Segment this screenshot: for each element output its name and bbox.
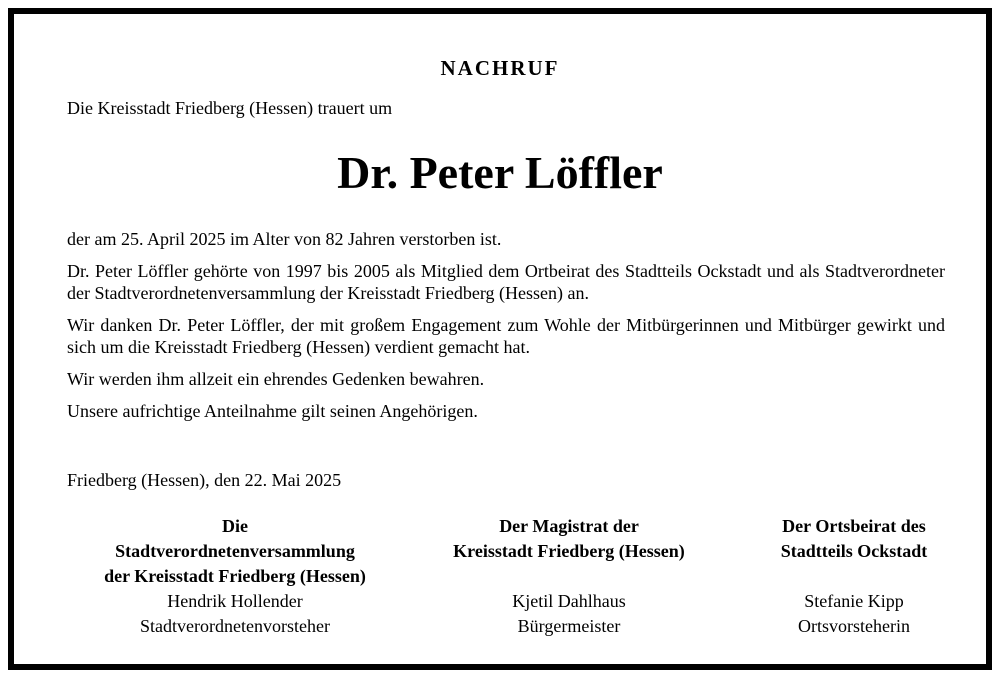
signatory-role: Bürgermeister bbox=[517, 616, 621, 636]
signatory-person: Kjetil Dahlhaus bbox=[512, 591, 626, 611]
paragraph-membership: Dr. Peter Löffler gehörte von 1997 bis 2005 als Mitglied dem Ortbeirat des Stadtteils Ockstadt und als Stadtverordneter der Stadtverordnetenversammlung der Kreisstadt Friedberg (Hessen) an. bbox=[67, 261, 945, 303]
signatory-org-line: Die bbox=[222, 516, 248, 536]
signatory-person: Hendrik Hollender bbox=[167, 591, 303, 611]
obituary-frame bbox=[8, 8, 992, 670]
signatory-person: Stefanie Kipp bbox=[804, 591, 904, 611]
signatory-council bbox=[80, 514, 390, 639]
signatory-org-line: Stadtverordnetenversammlung bbox=[115, 541, 355, 561]
signatory-org-line: der Kreisstadt Friedberg (Hessen) bbox=[104, 566, 366, 586]
signatory-org-line: Stadtteils Ockstadt bbox=[780, 541, 928, 561]
paragraph-remembrance: Wir werden ihm allzeit ein ehrendes Gedenken bewahren. bbox=[67, 369, 485, 389]
signatory-role: Ortsvorsteherin bbox=[798, 616, 910, 636]
paragraph-thanks: Wir danken Dr. Peter Löffler, der mit großem Engagement zum Wohle der Mitbürgerinnen und Mitbürger gewirkt und sich um die Kreisstadt Friedberg (Hessen) verdient gemacht hat. bbox=[67, 315, 945, 357]
signatory-district-council bbox=[749, 514, 959, 639]
paragraph-condolences: Unsere aufrichtige Anteilnahme gilt seinen Angehörigen. bbox=[67, 401, 478, 421]
obituary-body bbox=[67, 228, 945, 432]
signatory-org-line: Der Ortsbeirat des bbox=[782, 516, 926, 536]
paragraph-death-notice: der am 25. April 2025 im Alter von 82 Jahren verstorben ist. bbox=[67, 229, 502, 249]
signatory-org-line: Kreisstadt Friedberg (Hessen) bbox=[453, 541, 685, 561]
deceased-name: Dr. Peter Löffler bbox=[337, 147, 663, 198]
dateline: Friedberg (Hessen), den 22. Mai 2025 bbox=[67, 470, 342, 490]
signatory-magistrate bbox=[424, 514, 714, 639]
signatory-org-line: Der Magistrat der bbox=[499, 516, 639, 536]
signatory-role: Stadtverordnetenvorsteher bbox=[140, 616, 330, 636]
intro-line: Die Kreisstadt Friedberg (Hessen) trauert um bbox=[67, 98, 393, 118]
heading: NACHRUF bbox=[440, 56, 560, 80]
